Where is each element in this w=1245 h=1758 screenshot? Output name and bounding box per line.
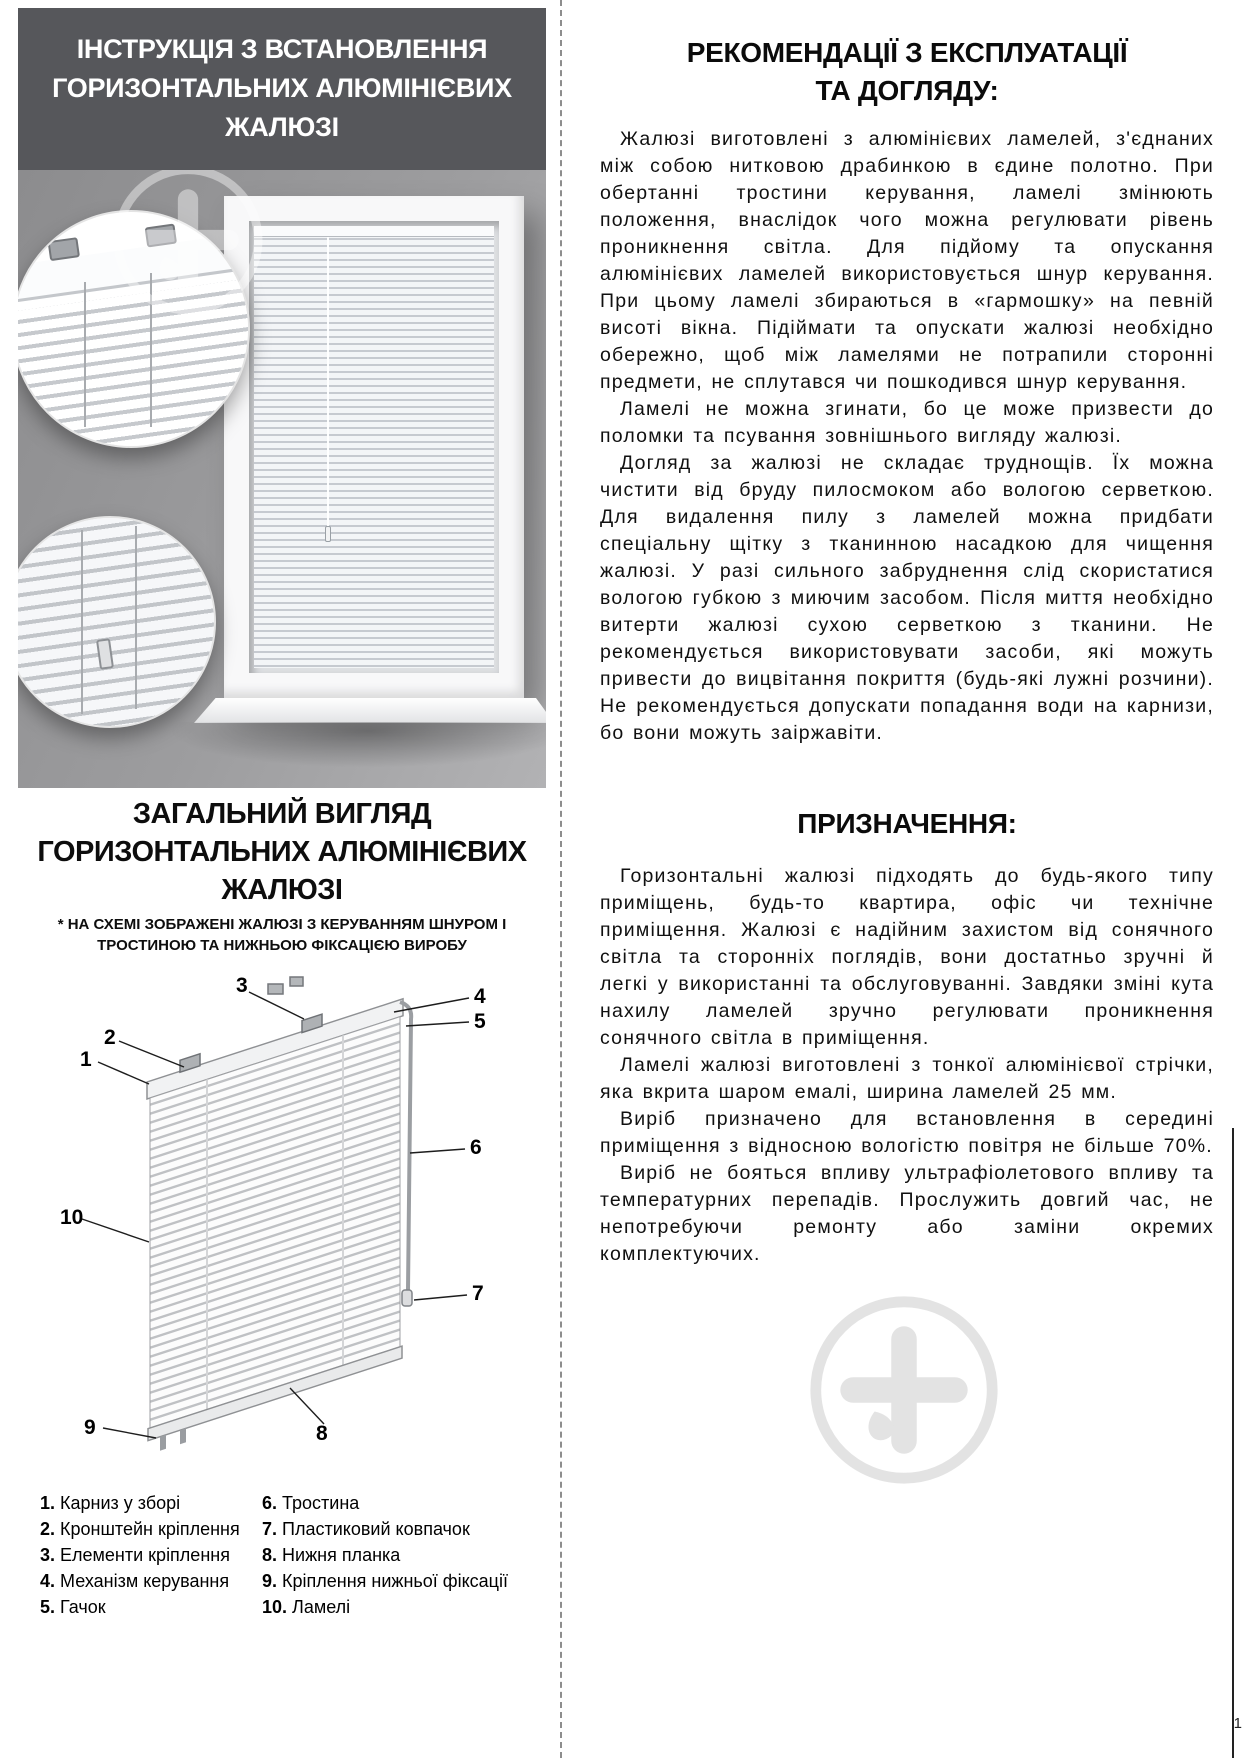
purpose-section-title: ПРИЗНАЧЕННЯ: xyxy=(797,808,1017,839)
detail-circle-slats xyxy=(18,516,216,728)
legend-item xyxy=(40,1516,240,1542)
blinds-diagram-art xyxy=(18,972,546,1482)
diagram-callout-5: 5 xyxy=(474,1010,486,1033)
overview-title-line-1: ЗАГАЛЬНИЙ ВИГЛЯД xyxy=(132,798,432,830)
care-title-line-1: РЕКОМЕНДАЦІЇ З ЕКСПЛУАТАЦІЇ xyxy=(686,37,1128,68)
diagram-callout-10: 10 xyxy=(60,1206,84,1229)
purpose-paragraph: Виріб призначено для встановлення в середині приміщення з відносною вологістю повітря не більше 70%. xyxy=(600,1108,1214,1157)
diagram-callout-6: 6 xyxy=(470,1136,482,1159)
overview-section-title xyxy=(18,795,546,909)
page-edge-line xyxy=(1232,1128,1234,1758)
diagram-callout-7: 7 xyxy=(472,1282,484,1305)
detail-circle-headrail xyxy=(18,210,250,448)
legend-item-label: Гачок xyxy=(60,1597,106,1617)
legend-item xyxy=(262,1542,508,1568)
windowsill-shadow xyxy=(168,722,546,768)
care-paragraph: Догляд за жалюзі не складає труднощів. Їх можна чистити від бруду пилосмоком або вологою серветкою. Для видалення пилу з ламелей можна придбати спеціальну щітку з тканинною насадкою для чищення жалюзі. У разі сильного забруднення слід скористатися вологою губкою з миючим засобом. Після миття необхідно витерти жалюзі сухою серветкою з тканини. Не рекомендується використовувати засоби, які можуть привести до вицвітання покриття (будь-які лужні розчини). Не рекомендується допускати попадання води на карнизи, бо вони можуть заіржавіти. xyxy=(600,452,1214,744)
purpose-paragraph: Виріб не бояться впливу ультрафіолетового впливу та температурних перепадів. Прослужить довгий час, не непотребуючи ремонту або заміни окремих комплектуючих. xyxy=(600,1162,1214,1265)
window-blinds-photo xyxy=(18,170,546,788)
legend-item-number: 7. xyxy=(262,1519,278,1539)
detail-slats xyxy=(18,274,250,448)
watermark-logo-icon xyxy=(806,1292,1002,1488)
legend-item-label: Тростина xyxy=(282,1493,360,1513)
detail-ladder-string xyxy=(81,530,83,713)
detail-ladder-string xyxy=(84,282,86,427)
care-title-line-2: ТА ДОГЛЯДУ: xyxy=(815,75,999,106)
diagram-note xyxy=(18,914,546,956)
text-column xyxy=(600,34,1214,1268)
legend-item-number: 1. xyxy=(40,1493,56,1513)
purpose-paragraph: Ламелі жалюзі виготовлені з тонкої алюмінієвої стрічки, яка вкрита шаром емалі, ширина ламелей 25 мм. xyxy=(600,1054,1214,1103)
banner-line-3: ЖАЛЮЗІ xyxy=(225,112,339,142)
legend-item-label: Карниз у зборі xyxy=(60,1493,181,1513)
diagram-callout-9: 9 xyxy=(84,1416,96,1439)
legend-item xyxy=(262,1594,508,1620)
legend-item-number: 6. xyxy=(262,1493,278,1513)
banner-line-1: ІНСТРУКЦІЯ З ВСТАНОВЛЕННЯ xyxy=(76,34,488,64)
care-section-body xyxy=(600,126,1214,747)
legend-item xyxy=(40,1542,240,1568)
note-line-1: * НА СХЕМІ ЗОБРАЖЕНІ ЖАЛЮЗІ З КЕРУВАННЯМ ШНУРОМ І xyxy=(57,916,507,933)
instruction-title-banner xyxy=(18,8,546,170)
legend-item xyxy=(262,1490,508,1516)
diagram-callout-8: 8 xyxy=(316,1422,328,1445)
care-paragraph: Ламелі не можна згинати, бо це може призвести до поломки та псування зовнішнього вигляду жалюзі. xyxy=(600,398,1214,447)
diagram-callout-4: 4 xyxy=(474,985,486,1008)
legend-item xyxy=(262,1516,508,1542)
note-line-2: ТРОСТИНОЮ ТА НИЖНЬОЮ ФІКСАЦІЄЮ ВИРОБУ xyxy=(97,937,467,954)
page-number: 1 xyxy=(1233,1715,1242,1732)
windowsill xyxy=(194,698,546,723)
legend-item-number: 10. xyxy=(262,1597,288,1617)
purpose-paragraph: Горизонтальні жалюзі підходять до будь-якого типу приміщень, будь-то квартира, офіс чи технічне приміщення. Жалюзі є надійним захистом від сонячного світла та сторонніх поглядів, вони достатньо зручні й легкі у використанні та обслуговуванні. Завдяки зміні кута нахилу ламелей зручно регулювати проникнення сонячного світла в приміщення. xyxy=(600,865,1214,1049)
legend-item-label: Кріплення нижньої фіксації xyxy=(282,1571,508,1591)
care-paragraph: Жалюзі виготовлені з алюмінієвих ламелей, з'єднаних між собою нитковою драбинкою в єдине полотно. При обертанні тростини керування, ламелі змінюють положення, внаслідок чого можна регулювати рівень проникнення світла. Для підйому та опускання алюмінієвих ламелей використовується шнур керування. При цьому ламелі збираються в «гармошку» на певній висоті вікна. Підіймати та опускати жалюзі необхідно обережно, щоб між ламелями не потрапили сторонні предмети, не сплутався чи пошкодився шнур керування. xyxy=(600,128,1214,393)
detail-ladder-string xyxy=(135,526,137,709)
detail-ladder-string xyxy=(150,273,152,427)
detail-bracket xyxy=(145,224,177,248)
banner-line-2: ГОРИЗОНТАЛЬНИХ АЛЮМІНІЄВИХ xyxy=(52,73,512,103)
diagram-callout-1: 1 xyxy=(80,1048,92,1071)
legend-item-number: 5. xyxy=(40,1597,56,1617)
legend-item xyxy=(262,1568,508,1594)
column-divider xyxy=(560,0,562,1758)
legend-item-label: Механізм керування xyxy=(60,1571,230,1591)
legend-item-label: Елементи кріплення xyxy=(60,1545,230,1565)
legend-item-number: 3. xyxy=(40,1545,56,1565)
blinds-cord-weight xyxy=(325,526,331,542)
detail-bracket xyxy=(48,238,80,262)
blinds-cord xyxy=(327,237,329,526)
legend-item-number: 4. xyxy=(40,1571,56,1591)
legend-item-label: Нижня планка xyxy=(282,1545,401,1565)
window-opening xyxy=(249,221,499,673)
legend-item-number: 8. xyxy=(262,1545,278,1565)
legend-item-number: 2. xyxy=(40,1519,56,1539)
diagram-callout-2: 2 xyxy=(104,1026,116,1049)
legend-item-label: Ламелі xyxy=(292,1597,351,1617)
blinds-diagram xyxy=(18,972,546,1482)
legend-item-label: Кронштейн кріплення xyxy=(60,1519,240,1539)
diagram-callout-3: 3 xyxy=(236,974,248,997)
legend-column-2 xyxy=(262,1490,508,1620)
legend-item xyxy=(40,1490,240,1516)
window-blinds xyxy=(254,226,494,668)
legend-column-1 xyxy=(40,1490,240,1620)
blinds-headrail xyxy=(254,226,494,237)
care-section-title xyxy=(600,34,1214,110)
legend-item xyxy=(40,1568,240,1594)
overview-title-line-3: ЖАЛЮЗІ xyxy=(221,874,343,906)
legend-item-number: 9. xyxy=(262,1571,278,1591)
purpose-section-body xyxy=(600,863,1214,1268)
legend-item xyxy=(40,1594,240,1620)
overview-title-line-2: ГОРИЗОНТАЛЬНИХ АЛЮМІНІЄВИХ xyxy=(37,836,527,868)
detail-slats xyxy=(18,516,216,728)
legend-item-label: Пластиковий ковпачок xyxy=(282,1519,470,1539)
window-frame xyxy=(224,196,524,698)
